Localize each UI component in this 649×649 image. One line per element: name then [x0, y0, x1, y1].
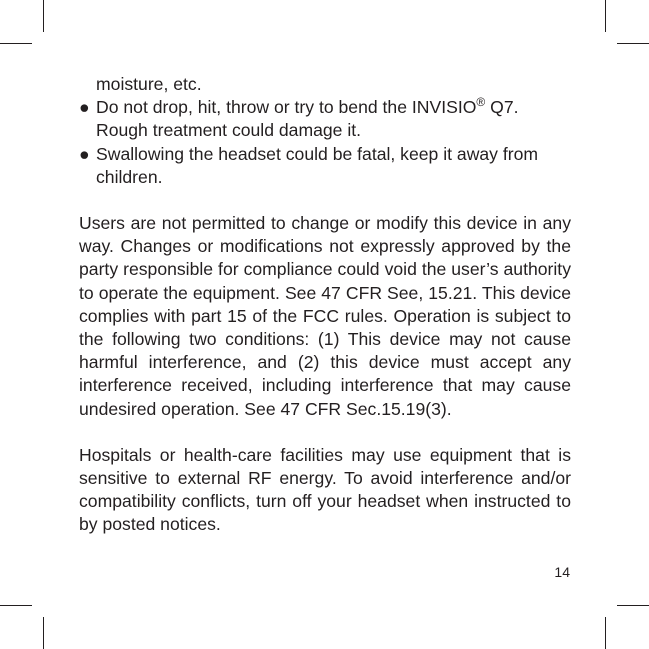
spacer	[79, 421, 571, 444]
page-number: 14	[554, 564, 570, 580]
crop-mark-top-left-vertical	[43, 0, 44, 32]
crop-mark-bottom-left-horizontal	[0, 605, 32, 606]
crop-mark-top-left-horizontal	[0, 43, 32, 44]
list-item	[79, 143, 571, 189]
crop-mark-top-right-horizontal	[617, 43, 649, 44]
page-body	[79, 73, 571, 537]
list-item-continuation	[79, 73, 571, 96]
fcc-paragraph: Users are not permitted to change or modify this device in any way. Changes or modifications not expressly approved by the party responsible for compliance could void the user’s authority to operate the equipment. See 47 CFR See, 15.21. This device complies with part 15 of the FCC rules. Operation is subject to the following two conditions: (1) This device may not cause harmful interference, and (2) this device must accept any interference received, including interference that may cause undesired operation. See 47 CFR Sec.15.19(3).	[79, 213, 571, 419]
rf-energy-paragraph: Hospitals or health-care facilities may use equipment that is sensitive to external RF energy. To avoid interference and/or compatibility conflicts, turn off your headset when instructed to by posted notices.	[79, 444, 571, 535]
crop-mark-top-right-vertical	[605, 0, 606, 32]
list-item	[79, 96, 571, 142]
spacer	[79, 189, 571, 212]
list-item-text-part: Do not drop, hit, throw or try to bend the INVISIO	[96, 97, 477, 118]
list-item-text-part: Q7. Rough treatment could damage it.	[96, 97, 519, 141]
crop-mark-bottom-left-vertical	[43, 617, 44, 649]
list-item-text	[96, 97, 519, 140]
list-item-text: Swallowing the headset could be fatal, keep it away from children.	[96, 143, 539, 187]
crop-mark-bottom-right-vertical	[605, 617, 606, 649]
bullet-dot-icon: ●	[79, 143, 90, 164]
registered-mark: ®	[476, 95, 486, 110]
bullet-dot-icon: ●	[79, 97, 90, 118]
list-item-text: moisture, etc.	[96, 74, 202, 94]
crop-mark-bottom-right-horizontal	[617, 605, 649, 606]
